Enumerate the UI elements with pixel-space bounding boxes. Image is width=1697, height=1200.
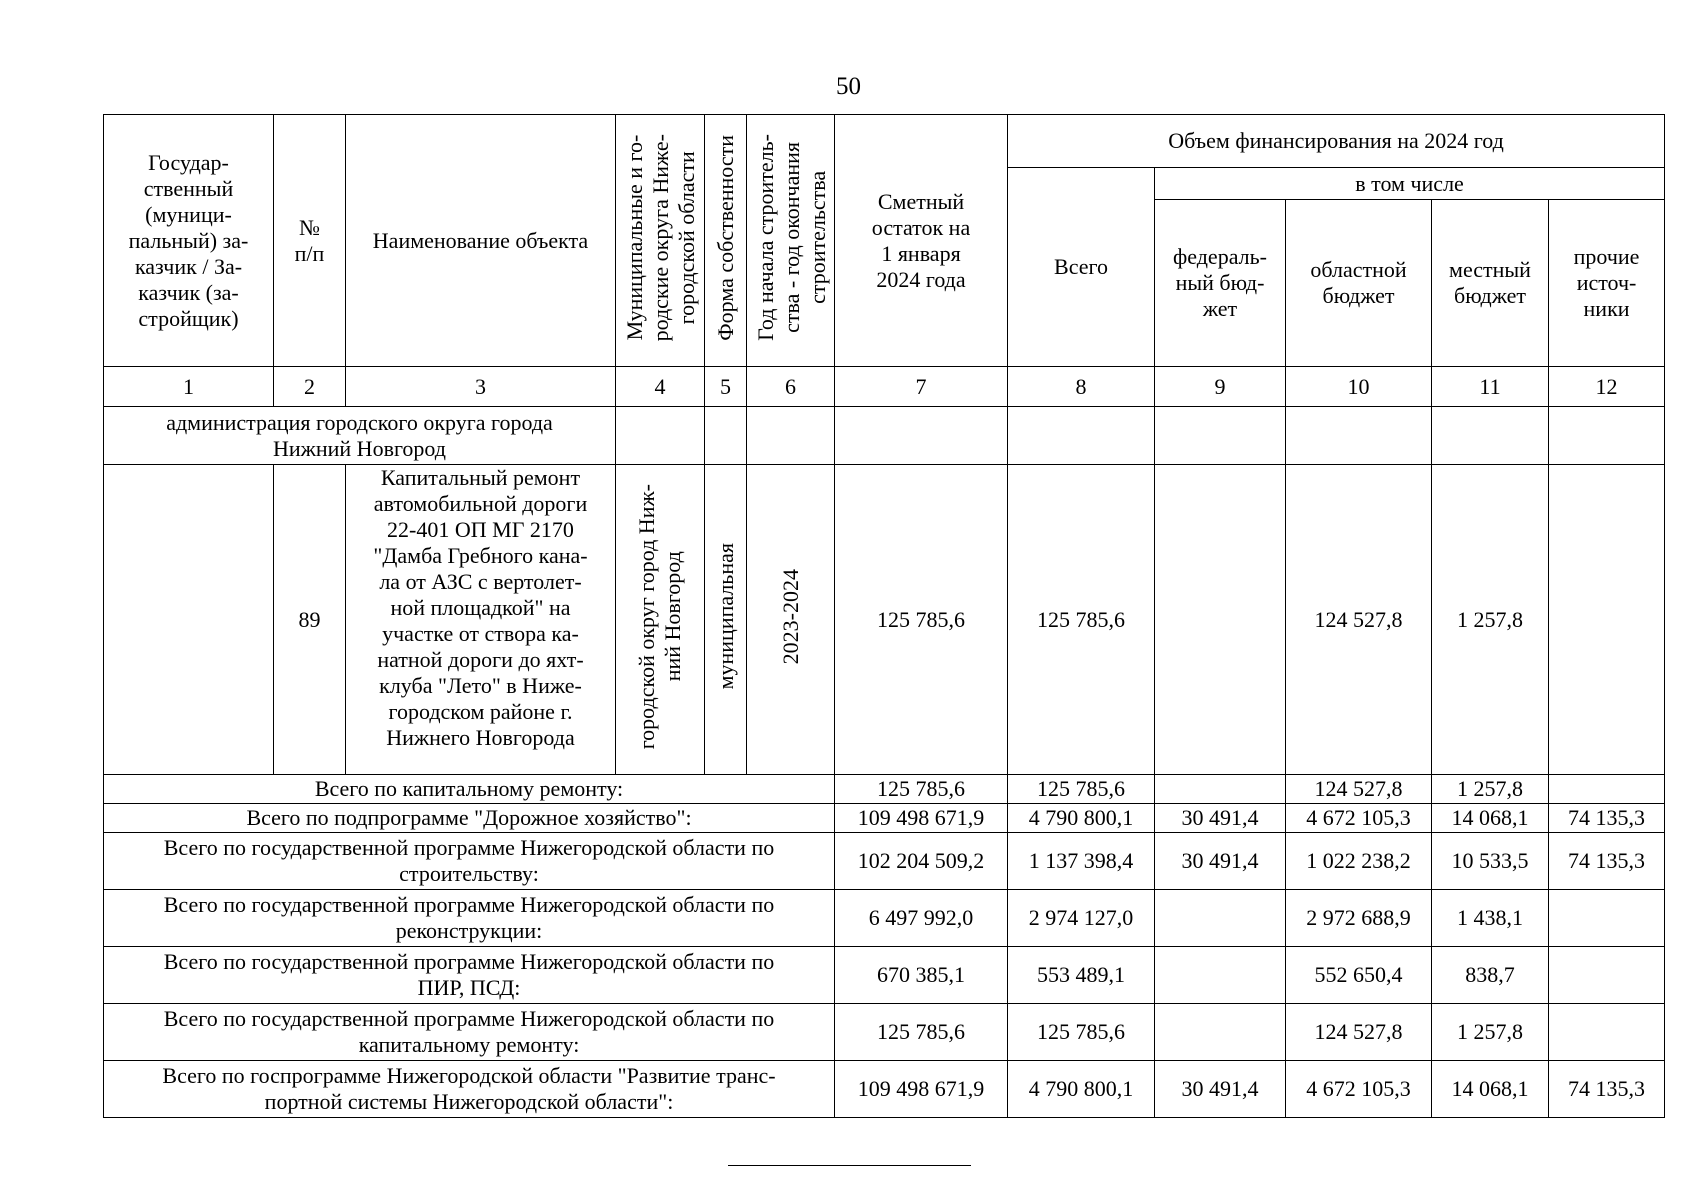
header-ownership: [705, 115, 747, 367]
total-label: Всего по государственной программе Нижегородской области по реконструкции:: [104, 890, 835, 947]
total-row: [104, 1061, 1665, 1118]
page-number: 50: [836, 73, 861, 100]
total-regional: 552 650,4: [1286, 947, 1432, 1004]
object-name: Капитальный ремонт автомобильной дороги 22-401 ОП МГ 2170 "Дамба Гребного кана- ла от АЗС с вертолет- ной площадкой" на участке от створа ка- натной дороги до яхт- клуба "Лето" в Ниже- городском районе г. Нижнего Новгорода: [346, 465, 616, 775]
total-local: 1 257,8: [1432, 1004, 1549, 1061]
header-years: [747, 115, 835, 367]
total-label: Всего по госпрограмме Нижегородской области "Развитие транс- портной системы Нижегородской области":: [104, 1061, 835, 1118]
total-row: [104, 947, 1665, 1004]
object-num: 89: [274, 465, 346, 775]
header-total: Всего: [1008, 168, 1155, 367]
total-total: 125 785,6: [1008, 1004, 1155, 1061]
total-estimate: 102 204 509,2: [835, 833, 1008, 890]
object-total: 125 785,6: [1008, 465, 1155, 775]
total-total: 553 489,1: [1008, 947, 1155, 1004]
total-other: [1549, 1004, 1665, 1061]
total-local: 838,7: [1432, 947, 1549, 1004]
total-estimate: 6 497 992,0: [835, 890, 1008, 947]
column-number: 2: [274, 367, 346, 407]
total-federal: 30 491,4: [1155, 1061, 1286, 1118]
total-label: Всего по капитальному ремонту:: [104, 775, 835, 804]
total-local: 14 068,1: [1432, 804, 1549, 833]
column-number: 4: [616, 367, 705, 407]
total-other: [1549, 890, 1665, 947]
total-regional: 4 672 105,3: [1286, 1061, 1432, 1118]
total-regional: 124 527,8: [1286, 1004, 1432, 1061]
total-total: 2 974 127,0: [1008, 890, 1155, 947]
footer-rule: [728, 1165, 971, 1166]
total-estimate: 125 785,6: [835, 1004, 1008, 1061]
total-row: [104, 1004, 1665, 1061]
total-row: [104, 833, 1665, 890]
header-municipality-text: Муниципальные и го- родские округа Ниже- городской области: [622, 133, 699, 342]
column-number: 10: [1286, 367, 1432, 407]
total-local: 10 533,5: [1432, 833, 1549, 890]
total-estimate: 109 498 671,9: [835, 1061, 1008, 1118]
header-years-text: Год начала строитель- ства - год окончания строительства: [753, 134, 830, 341]
column-number: 9: [1155, 367, 1286, 407]
header-ownership-text: Форма собственности: [712, 134, 738, 341]
column-number: 5: [705, 367, 747, 407]
section-title: администрация городского округа города Нижний Новгород: [104, 407, 616, 465]
total-local: 14 068,1: [1432, 1061, 1549, 1118]
total-total: 125 785,6: [1008, 775, 1155, 804]
header-federal: федераль- ный бюд- жет: [1155, 200, 1286, 367]
object-regional: 124 527,8: [1286, 465, 1432, 775]
column-number: 7: [835, 367, 1008, 407]
header-regional: областной бюджет: [1286, 200, 1432, 367]
total-row: [104, 804, 1665, 833]
total-other: 74 135,3: [1549, 1061, 1665, 1118]
object-years-text: 2023-2024: [777, 568, 803, 665]
column-number: 1: [104, 367, 274, 407]
header-including: в том числе: [1155, 168, 1665, 200]
column-number: 6: [747, 367, 835, 407]
column-number: 12: [1549, 367, 1665, 407]
table-row: [104, 465, 1665, 775]
object-years: [747, 465, 835, 775]
total-estimate: 670 385,1: [835, 947, 1008, 1004]
object-federal: [1155, 465, 1286, 775]
total-other: 74 135,3: [1549, 804, 1665, 833]
total-label: Всего по государственной программе Нижегородской области по капитальному ремонту:: [104, 1004, 835, 1061]
total-total: 1 137 398,4: [1008, 833, 1155, 890]
total-federal: [1155, 890, 1286, 947]
object-municipality: [616, 465, 705, 775]
total-estimate: 109 498 671,9: [835, 804, 1008, 833]
object-customer: [104, 465, 274, 775]
header-customer: Государ- ственный (муници- пальный) за- казчик / За- казчик (за- стройщик): [104, 115, 274, 367]
header-local: местный бюджет: [1432, 200, 1549, 367]
financing-table: [103, 114, 1665, 1118]
section-row: [104, 407, 1665, 465]
column-number: 3: [346, 367, 616, 407]
total-federal: 30 491,4: [1155, 804, 1286, 833]
total-regional: 2 972 688,9: [1286, 890, 1432, 947]
total-other: 74 135,3: [1549, 833, 1665, 890]
total-federal: [1155, 947, 1286, 1004]
header-num: № п/п: [274, 115, 346, 367]
total-row: [104, 890, 1665, 947]
total-regional: 4 672 105,3: [1286, 804, 1432, 833]
header-funding-group: Объем финансирования на 2024 год: [1008, 115, 1665, 168]
object-ownership: [705, 465, 747, 775]
column-numbers-row: [104, 367, 1665, 407]
total-total: 4 790 800,1: [1008, 1061, 1155, 1118]
object-local: 1 257,8: [1432, 465, 1549, 775]
total-federal: [1155, 1004, 1286, 1061]
total-federal: [1155, 775, 1286, 804]
header-other: прочие источ- ники: [1549, 200, 1665, 367]
total-regional: 124 527,8: [1286, 775, 1432, 804]
total-row: [104, 775, 1665, 804]
object-other: [1549, 465, 1665, 775]
total-estimate: 125 785,6: [835, 775, 1008, 804]
header-object-name: Наименование объекта: [346, 115, 616, 367]
total-federal: 30 491,4: [1155, 833, 1286, 890]
total-label: Всего по государственной программе Нижегородской области по строительству:: [104, 833, 835, 890]
total-other: [1549, 947, 1665, 1004]
total-total: 4 790 800,1: [1008, 804, 1155, 833]
object-estimate: 125 785,6: [835, 465, 1008, 775]
total-regional: 1 022 238,2: [1286, 833, 1432, 890]
header-estimate-balance: Сметный остаток на 1 января 2024 года: [835, 115, 1008, 367]
total-local: 1 257,8: [1432, 775, 1549, 804]
total-other: [1549, 775, 1665, 804]
column-number: 8: [1008, 367, 1155, 407]
object-ownership-text: муниципальная: [712, 543, 738, 690]
object-municipality-text: городской округ город Ниж- ний Новгород: [634, 483, 685, 750]
total-local: 1 438,1: [1432, 890, 1549, 947]
column-number: 11: [1432, 367, 1549, 407]
header-municipality: [616, 115, 705, 367]
total-label: Всего по государственной программе Нижегородской области по ПИР, ПСД:: [104, 947, 835, 1004]
total-label: Всего по подпрограмме "Дорожное хозяйство":: [104, 804, 835, 833]
